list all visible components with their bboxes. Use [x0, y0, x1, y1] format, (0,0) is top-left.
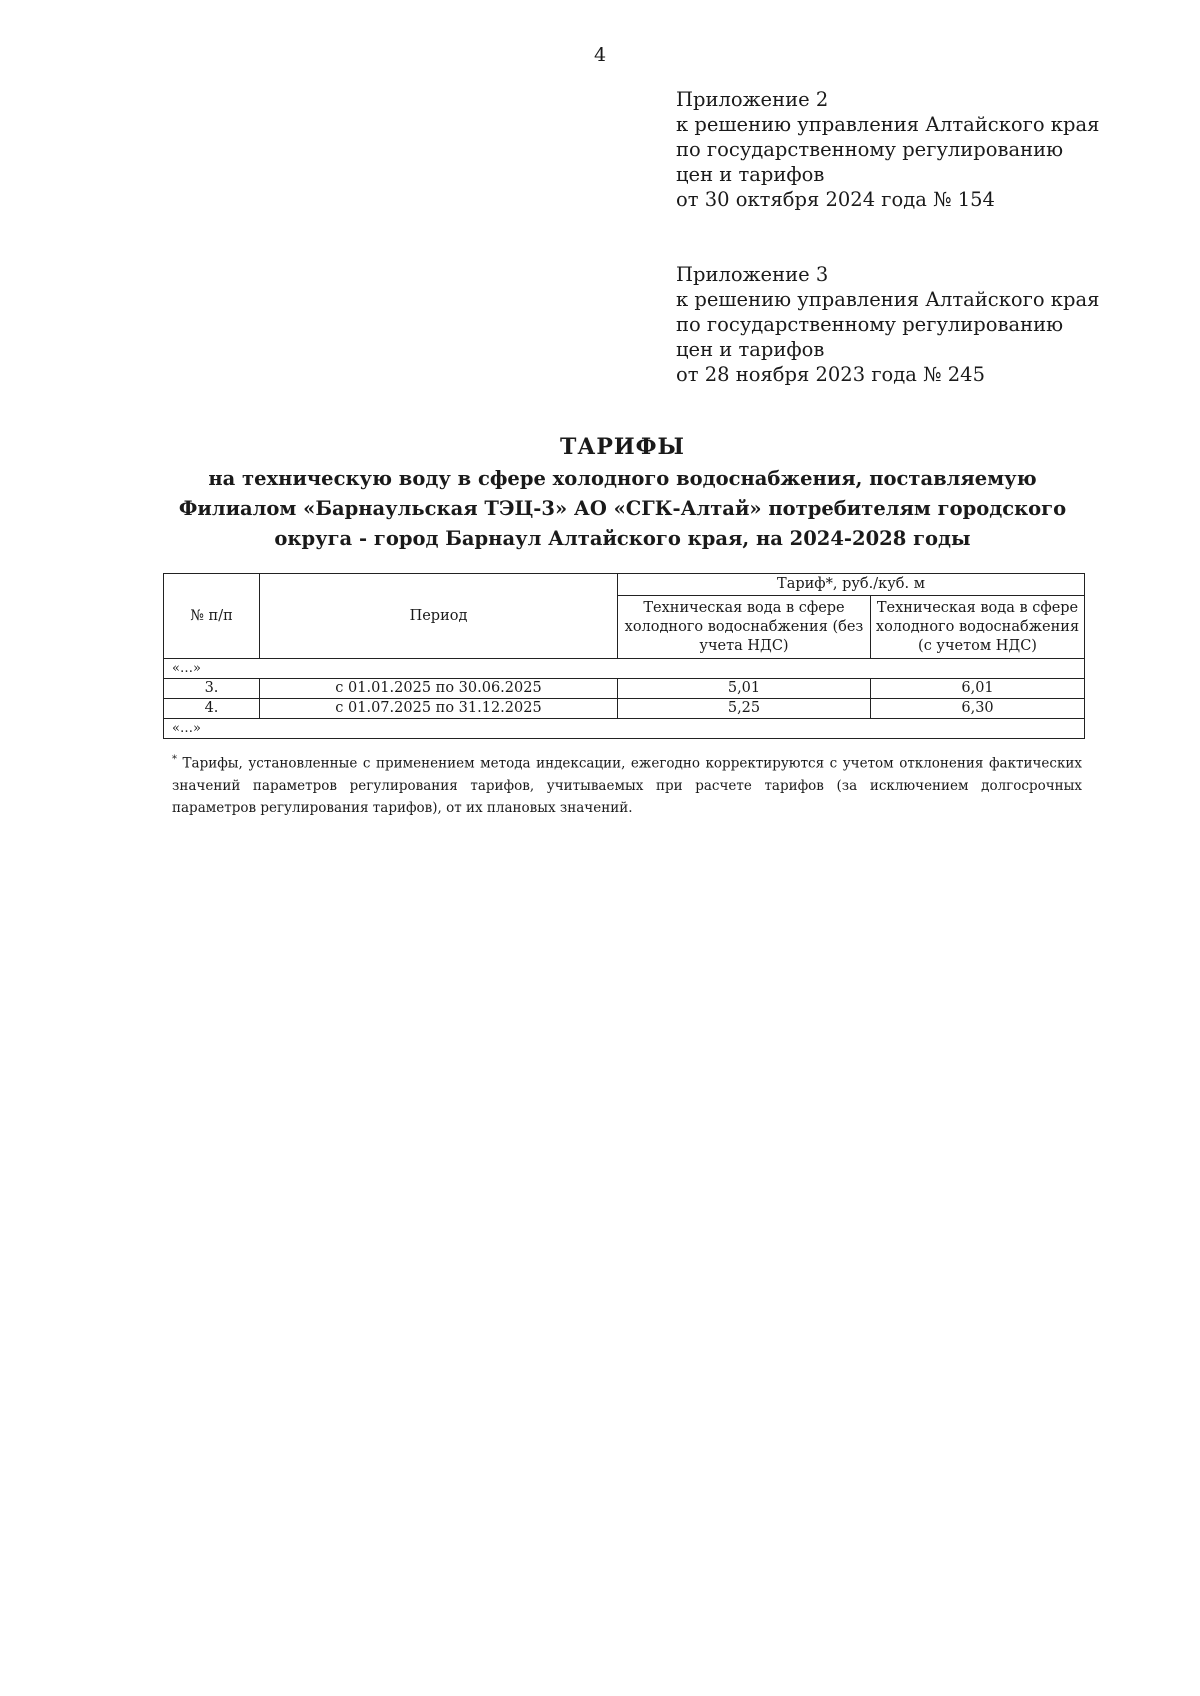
- appendix-2-line: Приложение 2: [676, 88, 829, 111]
- appendix-3-header: [676, 262, 1136, 387]
- document-title-block: [150, 432, 1095, 554]
- footnote-marker: *: [172, 754, 177, 765]
- appendix-2-line: цен и тарифов: [676, 163, 825, 186]
- cell-number: 4.: [164, 699, 260, 719]
- table-row-ellipsis: [164, 719, 1085, 739]
- header-with-vat: Техническая вода в сфере холодного водоснабжения (с учетом НДС): [871, 596, 1085, 659]
- footnote: [172, 749, 1082, 819]
- footnote-text: Тарифы, установленные с применением метода индексации, ежегодно корректируются с учетом отклонения фактических значений параметров регулирования тарифов, учитываемых при расчете тарифов (за исключением долгосрочных параметров регулирования тарифов), от их плановых значений.: [172, 755, 1082, 816]
- cell-number: 3.: [164, 679, 260, 699]
- tariff-table: [163, 573, 1085, 739]
- header-period: Период: [260, 574, 618, 659]
- cell-with-vat: 6,30: [871, 699, 1085, 719]
- appendix-3-line: по государственному регулированию: [676, 313, 1064, 336]
- appendix-2-line: от 30 октября 2024 года № 154: [676, 188, 995, 211]
- appendix-3-line: цен и тарифов: [676, 338, 825, 361]
- table-row-ellipsis: [164, 659, 1085, 679]
- table-row: [164, 699, 1085, 719]
- appendix-2-line: по государственному регулированию: [676, 138, 1064, 161]
- ellipsis-bottom: «…»: [164, 719, 1085, 739]
- document-subtitle: на техническую воду в сфере холодного водоснабжения, поставляемую Филиалом «Барнаульская ТЭЦ-3» АО «СГК-Алтай» потребителям городского округа - город Барнаул Алтайского края, на 2024-2028 годы: [178, 467, 1067, 550]
- appendix-3-line: Приложение 3: [676, 263, 829, 286]
- cell-period: с 01.07.2025 по 31.12.2025: [260, 699, 618, 719]
- appendix-3-line: от 28 ноября 2023 года № 245: [676, 363, 985, 386]
- page-number: 4: [593, 44, 607, 66]
- appendix-3-line: к решению управления Алтайского края: [676, 288, 1100, 311]
- header-number: № п/п: [164, 574, 260, 659]
- cell-with-vat: 6,01: [871, 679, 1085, 699]
- ellipsis-top: «…»: [164, 659, 1085, 679]
- header-without-vat: Техническая вода в сфере холодного водоснабжения (без учета НДС): [618, 596, 871, 659]
- appendix-2-header: [676, 87, 1136, 212]
- document-title: ТАРИФЫ: [560, 434, 685, 460]
- appendix-2-line: к решению управления Алтайского края: [676, 113, 1100, 136]
- cell-without-vat: 5,25: [618, 699, 871, 719]
- cell-without-vat: 5,01: [618, 679, 871, 699]
- header-tariff: Тариф*, руб./куб. м: [618, 574, 1085, 596]
- table-row: [164, 679, 1085, 699]
- cell-period: с 01.01.2025 по 30.06.2025: [260, 679, 618, 699]
